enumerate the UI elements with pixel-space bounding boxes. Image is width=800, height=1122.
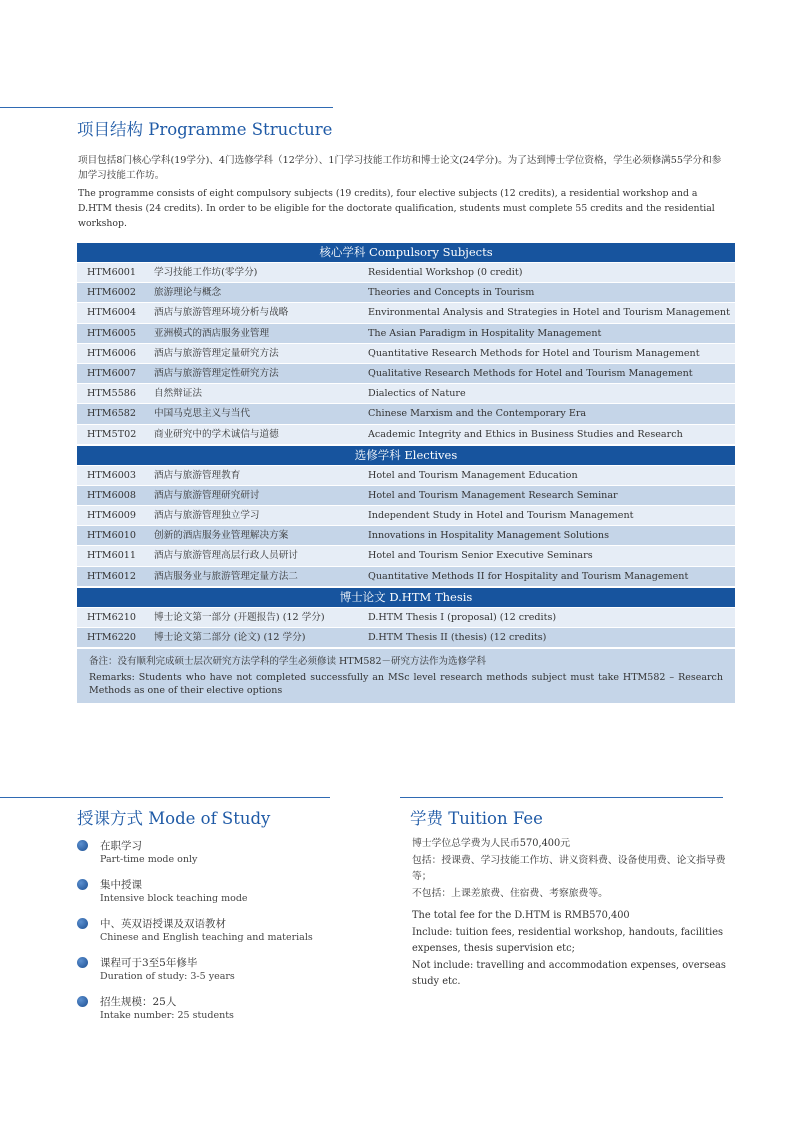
electives-header: 选修学科 Electives: [77, 446, 735, 465]
thesis-rows: [77, 608, 735, 647]
subject-name-en: Independent Study in Hotel and Tourism Management: [368, 510, 634, 522]
table-row: [77, 486, 735, 505]
subject-name-en: Hotel and Tourism Management Research Seminar: [368, 489, 618, 501]
subject-name-zh: 酒店与旅游管理定性研究方法: [154, 367, 279, 379]
subject-name-en: D.HTM Thesis I (proposal) (12 credits): [368, 611, 557, 623]
table-row: [77, 608, 735, 627]
subject-code: HTM6220: [87, 632, 137, 643]
compulsory-header: 核心学科 Compulsory Subjects: [77, 243, 735, 262]
subject-name-zh: 旅游理论与概念: [154, 287, 222, 299]
subject-name-zh: 学习技能工作坊(零学分): [154, 267, 258, 278]
subject-code: HTM6009: [87, 510, 137, 522]
subject-code: HTM6006: [87, 347, 137, 359]
mode-item-zh: 在职学习: [100, 840, 142, 852]
table-row: [77, 364, 735, 383]
subject-name-en: Chinese Marxism and the Contemporary Era: [368, 408, 587, 420]
table-row: [77, 303, 735, 322]
section-title-fee: 学费 Tuition Fee: [410, 809, 543, 828]
section-title-mode: 授课方式 Mode of Study: [77, 809, 271, 828]
table-row: [77, 466, 735, 485]
subject-name-zh: 博士论文第一部分 (开题报告) (12 学分): [154, 611, 325, 623]
subject-name-zh: 酒店与旅游管理独立学习: [154, 510, 260, 522]
subject-name-zh: 商业研究中的学术诚信与道德: [154, 428, 279, 440]
subject-name-en: Residential Workshop (0 credit): [368, 267, 523, 278]
subject-name-en: Quantitative Research Methods for Hotel and Tourism Management: [368, 347, 700, 359]
electives-rows: [77, 466, 735, 586]
subject-code: HTM5T02: [87, 428, 137, 440]
subjects-table: [77, 243, 735, 703]
fee-en-exclude: Not include: travelling and accommodation expenses, overseas study etc.: [412, 959, 726, 987]
structure-intro-en: The programme consists of eight compulsory subjects (19 credits), four elective subjects (12 credits), a residential workshop and a D.HTM thesis (24 credits). In order to be eligible for the doctorate qualification, students must complete 55 credits and the residential workshop.: [78, 188, 715, 229]
subject-name-zh: 博士论文第二部分 (论文) (12 学分): [154, 632, 306, 643]
structure-intro-zh: 项目包括8门核心学科(19学分)、4门选修学科（12学分）、1门学习技能工作坊和博士论文(24学分)。为了达到博士学位资格，学生必须修满55学分和参加学习技能工作坊。: [78, 155, 722, 181]
subject-name-zh: 亚洲模式的酒店服务业管理: [154, 327, 270, 339]
remarks-en: Remarks: Students who have not completed successfully an MSc level research methods subject must take HTM582 – Research Methods as one of their elective options: [89, 672, 723, 697]
remarks-box: [77, 649, 735, 703]
subject-name-en: Hotel and Tourism Management Education: [368, 469, 578, 481]
fee-details: [412, 836, 732, 991]
table-row: [77, 384, 735, 403]
subject-name-zh: 酒店与旅游管理研究研讨: [154, 489, 260, 501]
mode-item: [77, 955, 377, 994]
remarks-zh: 备注：没有顺利完成硕士层次研究方法学科的学生必须修读 HTM582－研究方法作为选修学科: [89, 656, 487, 668]
subject-name-en: The Asian Paradigm in Hospitality Management: [368, 327, 602, 339]
subject-code: HTM6002: [87, 287, 137, 299]
section-rule-mode: [0, 797, 330, 798]
subject-name-zh: 中国马克思主义与当代: [154, 408, 250, 420]
table-row: [77, 546, 735, 565]
subject-code: HTM6004: [87, 307, 137, 319]
subject-code: HTM6210: [87, 611, 137, 623]
subject-name-zh: 酒店与旅游管理教育: [154, 469, 241, 481]
fee-en-total: The total fee for the D.HTM is RMB570,400: [412, 910, 630, 921]
structure-intro: [78, 153, 728, 231]
subject-name-en: Theories and Concepts in Tourism: [368, 287, 535, 299]
subject-name-en: Academic Integrity and Ethics in Business Studies and Research: [368, 428, 683, 440]
table-row: [77, 425, 735, 444]
fee-zh-include: 包括：授课费、学习技能工作坊、讲义资料费、设备使用费、论文指导费等；: [412, 854, 726, 882]
section-title-structure: 项目结构 Programme Structure: [77, 120, 333, 139]
subject-name-zh: 自然辩证法: [154, 388, 202, 400]
fee-en-include: Include: tuition fees, residential workshop, handouts, facilities expenses, thesis supervision etc;: [412, 926, 724, 954]
mode-item-en: Chinese and English teaching and materials: [100, 932, 313, 943]
mode-list: [77, 838, 377, 1033]
subject-name-zh: 创新的酒店服务业管理解决方案: [154, 530, 289, 542]
subject-code: HTM5586: [87, 388, 137, 400]
subject-code: HTM6008: [87, 489, 137, 501]
mode-item-en: Duration of study: 3-5 years: [100, 971, 235, 982]
bullet-icon: [77, 879, 88, 890]
table-row: [77, 567, 735, 586]
table-row: [77, 526, 735, 545]
table-row: [77, 404, 735, 423]
mode-item-en: Part-time mode only: [100, 854, 198, 865]
mode-item-zh: 集中授课: [100, 879, 142, 891]
bullet-icon: [77, 957, 88, 968]
subject-code: HTM6003: [87, 469, 137, 481]
subject-name-en: Quantitative Methods II for Hospitality and Tourism Management: [368, 570, 689, 582]
subject-code: HTM6005: [87, 327, 137, 339]
subject-code: HTM6007: [87, 367, 137, 379]
table-row: [77, 324, 735, 343]
subject-code: HTM6011: [87, 550, 137, 562]
subject-name-zh: 酒店与旅游管理环境分析与战略: [154, 307, 289, 319]
compulsory-rows: [77, 263, 735, 444]
table-row: [77, 628, 735, 647]
mode-item: [77, 916, 377, 955]
subject-code: HTM6012: [87, 570, 137, 582]
subject-name-en: Innovations in Hospitality Management Solutions: [368, 530, 610, 542]
table-row: [77, 506, 735, 525]
subject-name-zh: 酒店与旅游管理高层行政人员研讨: [154, 550, 298, 562]
subject-code: HTM6010: [87, 530, 137, 542]
bullet-icon: [77, 918, 88, 929]
mode-item-zh: 课程可于3至5年修毕: [100, 957, 198, 969]
mode-item-zh: 招生规模：25人: [100, 996, 177, 1008]
fee-zh-exclude: 不包括：上课差旅费、住宿费、考察旅费等。: [412, 887, 608, 899]
subject-name-en: Environmental Analysis and Strategies in Hotel and Tourism Management: [368, 307, 730, 319]
subject-name-en: Qualitative Research Methods for Hotel and Tourism Management: [368, 367, 693, 379]
table-row: [77, 344, 735, 363]
section-rule-fee: [400, 797, 723, 798]
subject-code: HTM6582: [87, 408, 137, 420]
table-row: [77, 283, 735, 302]
section-rule-structure: [0, 107, 333, 108]
mode-item: [77, 838, 377, 877]
subject-name-zh: 酒店与旅游管理定量研究方法: [154, 347, 279, 359]
bullet-icon: [77, 996, 88, 1007]
bullet-icon: [77, 840, 88, 851]
subject-name-en: D.HTM Thesis II (thesis) (12 credits): [368, 632, 547, 643]
mode-item-zh: 中、英双语授课及双语教材: [100, 918, 226, 930]
mode-item: [77, 877, 377, 916]
subject-name-en: Dialectics of Nature: [368, 388, 466, 400]
subject-name-en: Hotel and Tourism Senior Executive Seminars: [368, 550, 593, 562]
mode-item-en: Intake number: 25 students: [100, 1010, 234, 1021]
table-row: [77, 263, 735, 282]
thesis-header: 博士论文 D.HTM Thesis: [77, 588, 735, 607]
mode-item: [77, 994, 377, 1033]
mode-item-en: Intensive block teaching mode: [100, 893, 248, 904]
subject-name-zh: 酒店服务业与旅游管理定量方法二: [154, 570, 298, 582]
subject-code: HTM6001: [87, 267, 137, 278]
fee-zh-total: 博士学位总学费为人民币570,400元: [412, 838, 571, 849]
